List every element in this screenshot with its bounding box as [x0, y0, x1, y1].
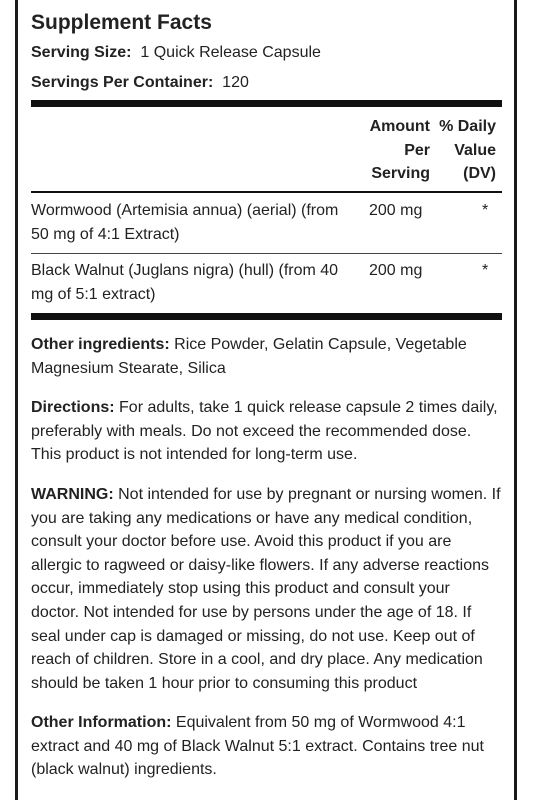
- directions-text: For adults, take 1 quick release capsule 2 times daily, preferably with meals. Do not exceed the recommended dose. This product is not intended for long-term use.: [31, 399, 498, 464]
- warning-label: WARNING:: [31, 486, 114, 503]
- ingredient-name: [31, 259, 356, 307]
- top-divider: [31, 100, 502, 107]
- dv-header-line: (DV): [463, 165, 496, 182]
- daily-value-header: [435, 115, 496, 186]
- directions-label: Directions:: [31, 399, 115, 416]
- ingredient-name-line: 50 mg of 4:1 Extract): [31, 226, 180, 243]
- servings-per-container-value: 120: [222, 74, 249, 91]
- servings-per-container: [31, 74, 249, 92]
- amount-header-line: Amount: [369, 118, 430, 135]
- serving-size-label: Serving Size:: [31, 44, 132, 61]
- amount-per-serving-header: [363, 115, 430, 186]
- other-information: [31, 711, 502, 782]
- row-divider: [31, 253, 502, 254]
- dv-header-line: % Daily: [439, 118, 496, 135]
- ingredient-amount: 200 mg: [369, 202, 423, 219]
- ingredient-name-line: Black Walnut (Juglans nigra) (hull) (from 40: [31, 262, 339, 279]
- table-bottom-divider: [31, 313, 502, 320]
- other-information-text: Equivalent from 50 mg of Wormwood 4:1 extract and 40 mg of Black Walnut 5:1 extract. Contains tree nut (black walnut) ingredients.: [31, 714, 484, 779]
- ingredient-dv: *: [482, 262, 489, 279]
- ingredient-dv: *: [482, 202, 489, 219]
- other-ingredients-text: Rice Powder, Gelatin Capsule, Vegetable Magnesium Stearate, Silica: [31, 336, 467, 377]
- warning: [31, 483, 502, 695]
- serving-size-value: 1 Quick Release Capsule: [140, 44, 321, 61]
- amount-header-line: Serving: [371, 165, 430, 182]
- other-ingredients-label: Other ingredients:: [31, 336, 170, 353]
- ingredient-amount: 200 mg: [369, 262, 423, 279]
- other-information-label: Other Information:: [31, 714, 172, 731]
- header-divider: [31, 191, 502, 193]
- dv-header-line: Value: [454, 141, 496, 159]
- ingredient-name: [31, 199, 356, 247]
- warning-text: Not intended for use by pregnant or nursing women. If you are taking any medications or have any medical condition, consult your doctor before use. Avoid this product if you are allergic to ragweed or daisy-like flowers. If any adverse reactions occur, immediately stop using this product and consult your doctor. Not intended for use by persons under the age of 18. If seal under cap is damaged or missing, do not use. Keep out of reach of children. Store in a cool, and dry place. Any medication should be taken 1 hour prior to consuming this product: [31, 486, 501, 692]
- amount-header-line: Per: [404, 141, 430, 159]
- other-ingredients: [31, 333, 502, 380]
- serving-size: [31, 44, 321, 62]
- ingredient-name-line: mg of 5:1 extract): [31, 286, 156, 303]
- panel-title: Supplement Facts: [31, 11, 212, 34]
- directions: [31, 396, 502, 467]
- ingredient-name-line: Wormwood (Artemisia annua) (aerial) (from: [31, 202, 339, 219]
- servings-per-container-label: Servings Per Container:: [31, 74, 214, 91]
